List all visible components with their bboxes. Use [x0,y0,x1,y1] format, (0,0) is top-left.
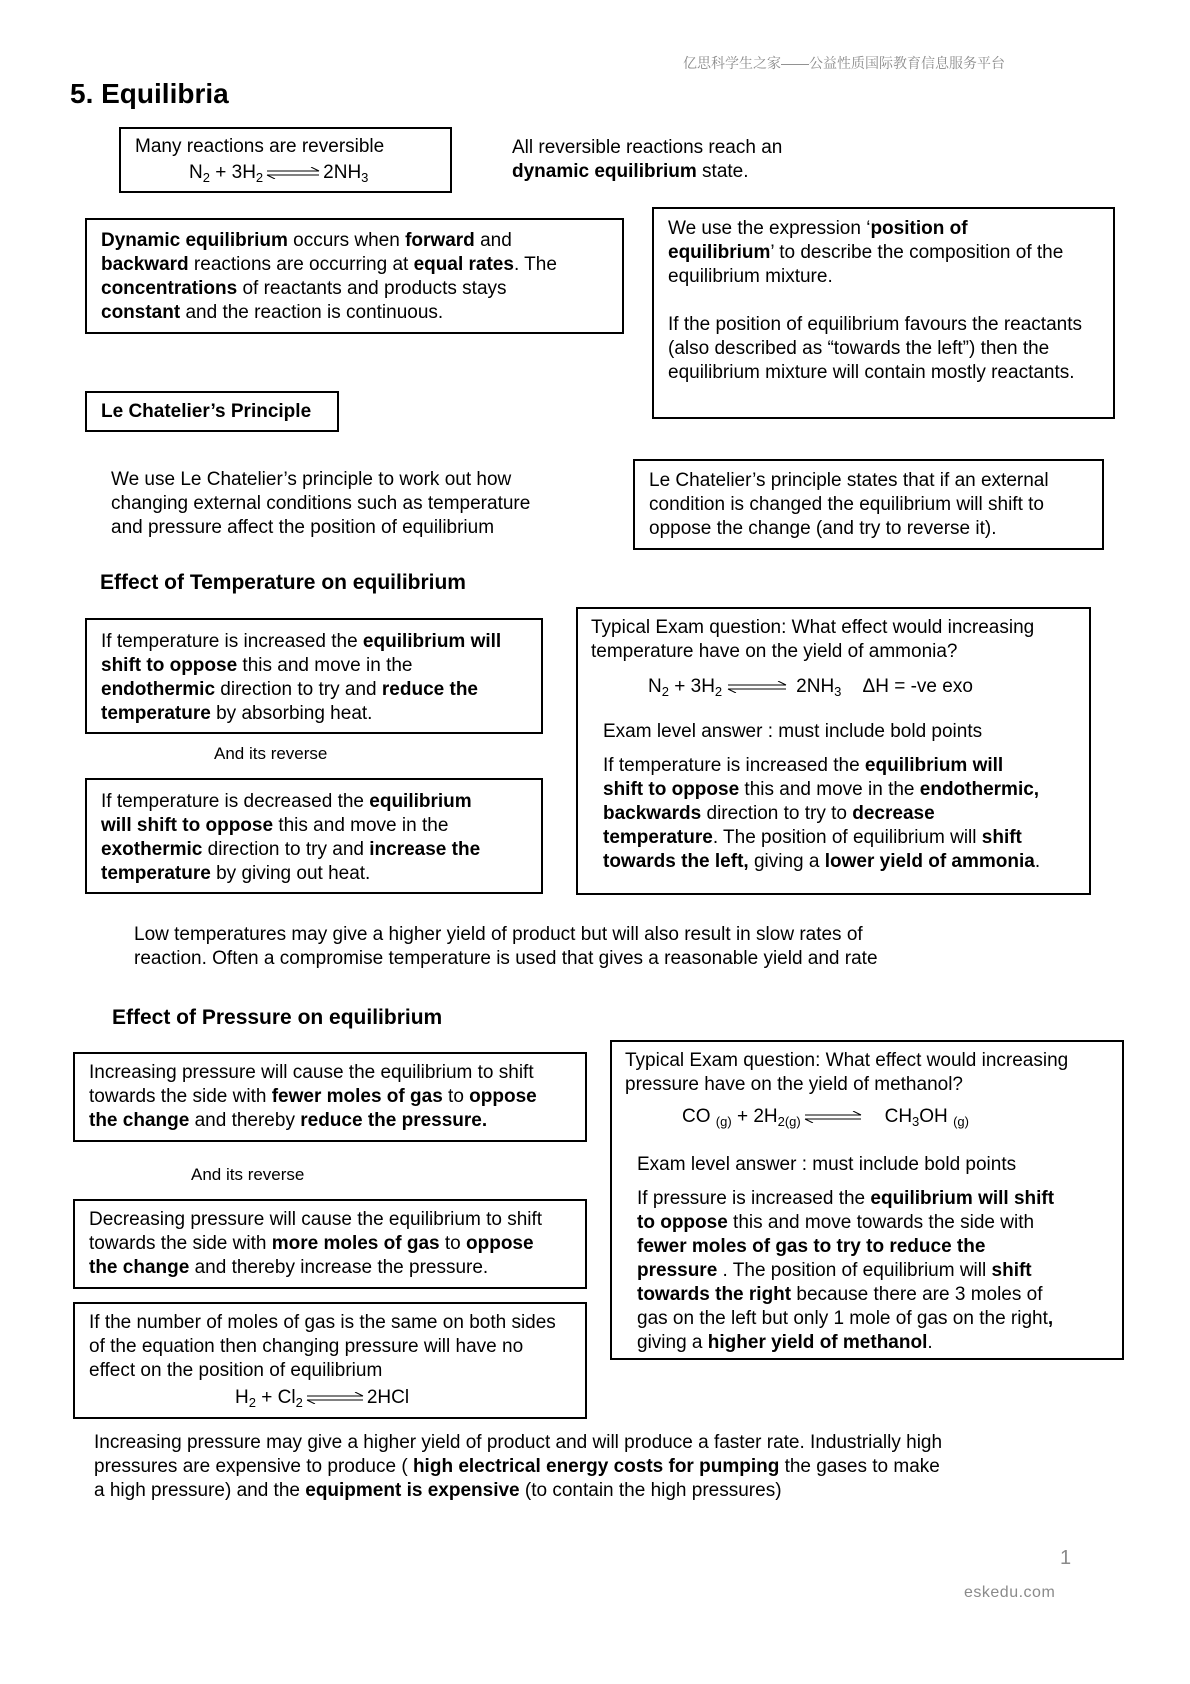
temperature-reverse-label: And its reverse [214,744,328,763]
page-title: 5. Equilibria [70,78,229,109]
temperature-exam-box [576,607,1091,895]
methanol-equation: CO $_{(g)} + 2H_{2(g)}$ $CH_3OH$ $_{(g)}$ [682,1106,969,1129]
temperature-heading: Effect of Temperature on equilibrium [100,571,466,594]
industrial-pressure-note: Increasing pressure may give a higher yield of product and will produce a faster rate. Industrially high pressures are expensive to produce ( high electrical energy costs for pumping the gases to make a high pressure) and the equipment is expensive (to contain the high pressures) [94,1432,943,1501]
temperature-exam-question: Typical Exam question: What effect would increasing temperature have on the yield of ammonia? [591,617,1035,662]
pressure-same-moles-text: If the number of moles of gas is the same on both sides of the equation then changing pressure will have no effect on the position of equilibrium [89,1312,556,1381]
pressure-decrease-box: Decreasing pressure will cause the equilibrium to shift towards the side with more moles of gas to oppose the change and thereby increase the pressure. [73,1199,587,1289]
pressure-heading: Effect of Pressure on equilibrium [112,1006,443,1029]
equilibrium-arrow-icon [265,167,321,179]
pressure-exam-box [610,1040,1124,1360]
footer-site: eskedu.com [964,1584,1056,1601]
le-chatelier-use: We use Le Chatelier’s principle to work out how changing external conditions such as temperature and pressure affect the position of equilibrium [111,469,531,538]
dynamic-equilibrium-definition: Dynamic equilibrium occurs when forward and backward reactions are occurring at equal rates. The concentrations of reactants and products stays constant and the reaction is continuous. [85,218,624,334]
equilibrium-arrow-icon [724,681,794,693]
position-paragraph-2: If the position of equilibrium favours the reactants (also described as “towards the left”) then the equilibrium mixture will contain mostly reactants. [668,314,1083,383]
low-temperature-note: Low temperatures may give a higher yield of product but will also result in slow rates of reaction. Often a compromise temperature is used that gives a reasonable yield and rate [134,924,878,969]
hcl-equation: $H_2 + Cl_2$ 2HCl [235,1387,410,1410]
temperature-increase-box: If temperature is increased the equilibrium will shift to oppose this and move in the endothermic direction to try and reduce the temperature by absorbing heat. [85,618,543,734]
temperature-exam-level: Exam level answer : must include bold points [603,721,983,742]
le-chatelier-statement: Le Chatelier’s principle states that if an external condition is changed the equilibrium will shift to oppose the change (and try to reverse it). [633,459,1104,550]
reversible-text: Many reactions are reversible [135,136,385,157]
pressure-reverse-label: And its reverse [191,1165,305,1184]
pressure-same-moles-box [73,1302,587,1419]
le-chatelier-label: Le Chatelier’s Principle [85,391,339,432]
pressure-increase-box: Increasing pressure will cause the equilibrium to shift towards the side with fewer moles of gas to oppose the change and thereby reduce the pressure. [73,1052,587,1142]
dynamic-note: All reversible reactions reach an dynamic equilibrium state. [512,137,783,182]
header-watermark: 亿思科学生之家——公益性质国际教育信息服务平台 [683,55,1005,71]
pressure-exam-answer: If pressure is increased the equilibrium will shift to oppose this and move towards the side with fewer moles of gas to try to reduce the pressure . The position of equilibrium will shift towards the right because there are 3 moles of gas on the left but only 1 mole of gas on the right, giving a higher yield of methanol. [637,1188,1055,1353]
equilibrium-arrow-icon [803,1111,867,1123]
position-of-equilibrium-box: We use the expression ‘position of equilibrium’ to describe the composition of the equilibrium mixture. If the position of equilibrium favours the reactants (also described as “towards the left”) then the equilibrium mixture will contain mostly reactants. [652,207,1115,419]
pressure-exam-question: Typical Exam question: What effect would increasing pressure have on the yield of methanol? [625,1050,1069,1095]
reversible-box [119,127,452,193]
equilibrium-arrow-icon [305,1392,365,1404]
reversible-equation: $N_2 + 3H_2$ $2NH_3$ [189,162,369,185]
temperature-exam-equation: $N_2 + 3H_2$ $2NH_3$ ΔH = -ve exo [648,676,973,699]
page-number: 1 [1060,1547,1072,1569]
temperature-exam-answer: If temperature is increased the equilibrium will shift to oppose this and move in the endothermic, backwards direction to try to decrease temperature. The position of equilibrium will shift towards the left, giving a lower yield of ammonia. [603,755,1041,872]
temperature-decrease-box: If temperature is decreased the equilibrium will shift to oppose this and move in the exothermic direction to try and increase the temperature by giving out heat. [85,778,543,894]
pressure-exam-level: Exam level answer : must include bold points [637,1154,1017,1175]
